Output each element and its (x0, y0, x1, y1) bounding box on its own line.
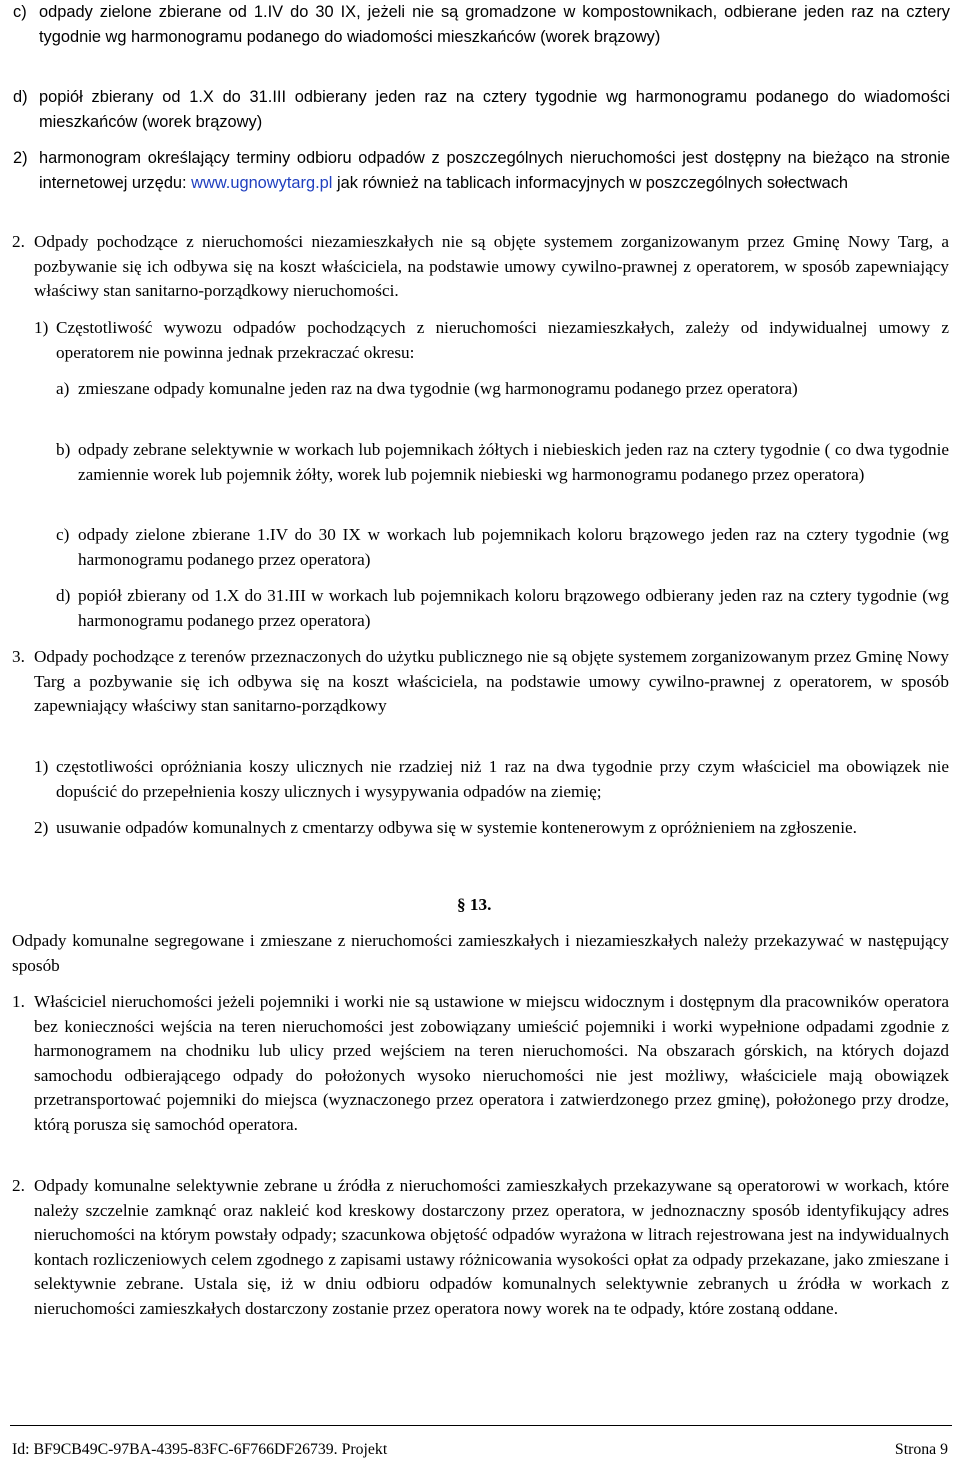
section-intro: Odpady komunalne segregowane i zmieszane z nieruchomości zamieszkałych i niezamieszkałych należy przekazywać w następujący sposób (12, 931, 949, 975)
item-d-label: d) (13, 88, 28, 106)
para-2-text: Odpady pochodzące z nieruchomości niezamieszkałych nie są objęte systemem zorganizowanym przez Gminę Nowy Targ, a pozbywanie się ich odbywa się na koszt właściciela, na podstawie umowy cywilno-prawnej z operatorem, w sposób zapewniający właściwy stan sanitarno-porządkowy nieruchomości. (34, 232, 949, 300)
para-3-item-1-text: częstotliwości opróżniania koszy ulicznych nie rzadziej niż 1 raz na dwa tygodnie przy czym właściciel ma obowiązek nie dopuścić do przepełnienia koszy ulicznych i wysypywania odpadów na ziemię; (56, 757, 949, 801)
para-2-item-b-text: odpady zebrane selektywnie w workach lub pojemnikach żółtych i niebieskich jeden raz na cztery tygodnie ( co dwa tygodnie zamiennie worek lub pojemnik żółty, worek lub pojemnik niebieski wg harmonogramu podanego przez operatora) (78, 440, 949, 484)
website-link[interactable]: www.ugnowytarg.pl (191, 173, 333, 192)
item-c-label: c) (13, 3, 27, 21)
section-para-2-label: 2. (12, 1176, 25, 1195)
item-2-text-before: harmonogram określający terminy odbioru odpadów z poszczególnych nieruchomości jest dostępny na bieżąco na stronie internetowej urzędu: (39, 149, 950, 192)
footer-document-id: Id: BF9CB49C-97BA-4395-83FC-6F766DF26739. Projekt (12, 1441, 388, 1458)
para-2-item-d-text: popiół zbierany od 1.X do 31.III w workach lub pojemnikach koloru brązowego odbierany jeden raz na cztery tygodnie (wg harmonogramu podanego przez operatora) (78, 586, 949, 630)
section-heading: § 13. (457, 895, 492, 914)
para-3-label: 3. (12, 647, 25, 666)
para-2-item-a-text: zmieszane odpady komunalne jeden raz na dwa tygodnie (wg harmonogramu podanego przez operatora) (78, 379, 798, 398)
section-para-1-text: Właściciel nieruchomości jeżeli pojemniki i worki nie są ustawione w miejscu widocznym i dostępnym dla pracowników operatora bez konieczności wejścia na teren nieruchomości jest zobowiązany umieścić pojemniki i worki wypełnione odpadami zgodnie z harmonogramem na chodniku lub ulicy przed wejściem na teren nieruchomości. Na obszarach górskich, na których dojazd samochodu odbierającego odpady do położonych wysoko nieruchomości nie jest możliwy, właściciele mają obowiązek przetransportować pojemniki do miejsca (wyznaczonego przez operatora i zatwierdzonego przez gminę), położonego przy drodze, którą porusza się samochód operatora. (34, 992, 949, 1134)
para-2-item-c-label: c) (56, 525, 70, 544)
para-3-item-2-label: 2) (34, 818, 49, 837)
item-2-text-after: jak również na tablicach informacyjnych w poszczególnych sołectwach (332, 173, 849, 192)
footer-rule (10, 1425, 952, 1426)
para-2-item-c-text: odpady zielone zbierane 1.IV do 30 IX w workach lub pojemnikach koloru brązowego jeden raz na cztery tygodnie (wg harmonogramu podanego przez operatora) (78, 525, 949, 569)
section-para-1-label: 1. (12, 992, 25, 1011)
para-2-item-1-label: 1) (34, 318, 49, 337)
para-2-item-a-label: a) (56, 379, 70, 398)
item-c-text: odpady zielone zbierane od 1.IV do 30 IX, jeżeli nie są gromadzone w kompostownikach, odbierane jeden raz na cztery tygodnie wg harmonogramu podanego do wiadomości mieszkańców (worek brązowy) (39, 3, 950, 46)
para-3-item-1-label: 1) (34, 757, 49, 776)
para-2-item-1-text: Częstotliwość wywozu odpadów pochodzących z nieruchomości niezamieszkałych, zależy od indywidualnej umowy z operatorem nie powinna jednak przekraczać okresu: (56, 318, 949, 362)
item-2-text (39, 146, 950, 195)
footer-page-number: Strona 9 (894, 1441, 948, 1458)
para-2-item-d-label: d) (56, 586, 71, 605)
para-3-item-2-text: usuwanie odpadów komunalnych z cmentarzy odbywa się w systemie kontenerowym z opróżnieniem na zgłoszenie. (56, 818, 857, 837)
section-para-2-text: Odpady komunalne selektywnie zebrane u źródła z nieruchomości zamieszkałych przekazywane są operatorowi w workach, które należy szczelnie zamknąć oraz nakleić kod kreskowy dostarczony przez operatora, w jednoznaczny sposób identyfikujący adres nieruchomości na którym powstały odpady; szacunkowa objętość odpadów wyrażona w litrach rejestrowana jest na indywidualnych kontach rozliczeniowych celem zgodnego z zapisami ustawy różnicowania wysokości opłat za odpady przekazane, jako zmieszane i selektywnie zebrane. Ustala się, iż w dniu odbioru odpadów komunalnych selektywnie zebranych u źródła w workach z nieruchomości zamieszkałych dostarczony zostanie przez operatora nowy worek na te odpady, które zostaną oddane. (34, 1176, 949, 1318)
para-2-label: 2. (12, 232, 25, 251)
item-d-text: popiół zbierany od 1.X do 31.III odbierany jeden raz na cztery tygodnie wg harmonogramu podanego do wiadomości mieszkańców (worek brązowy) (39, 88, 950, 131)
item-2-label: 2) (13, 149, 28, 167)
para-2-item-b-label: b) (56, 440, 71, 459)
para-3-text: Odpady pochodzące z terenów przeznaczonych do użytku publicznego nie są objęte systemem zorganizowanym przez Gminę Nowy Targ a pozbywanie się ich odbywa się na koszt właściciela, na podstawie umowy cywilno-prawnej z operatorem, w sposób zapewniający właściwy stan sanitarno-porządkowy (34, 647, 949, 715)
